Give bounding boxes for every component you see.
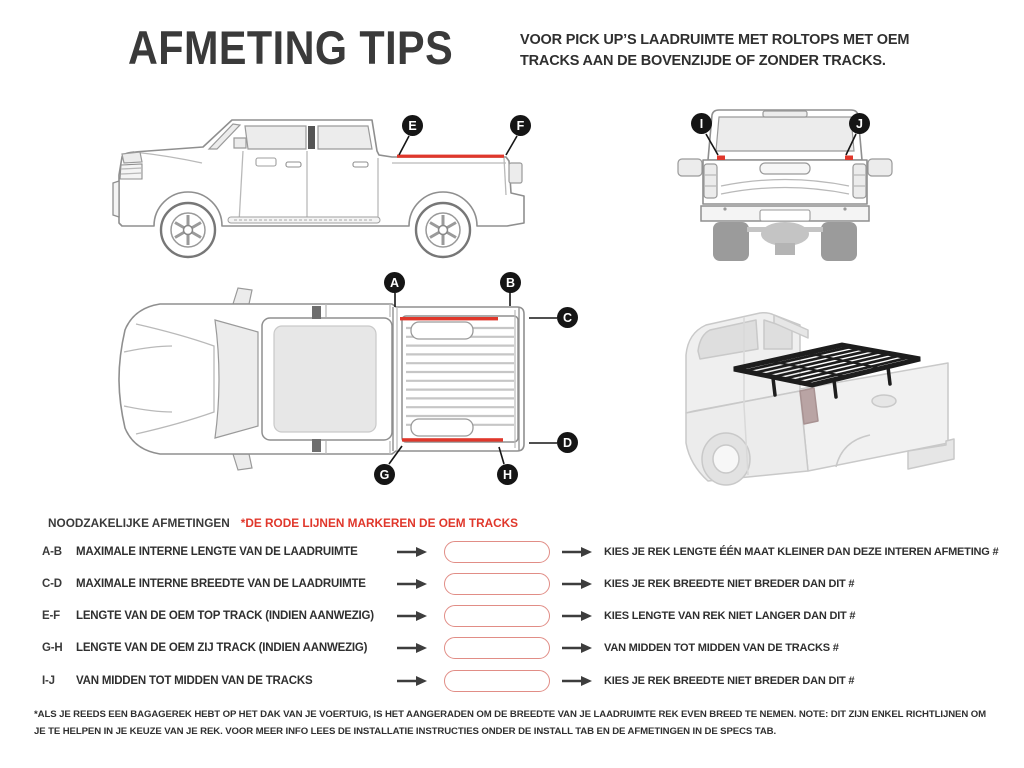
- marker-f: F: [510, 115, 531, 136]
- marker-j: J: [849, 113, 870, 134]
- arrow-right-icon: [562, 642, 592, 654]
- wheel-housing-top: [411, 322, 473, 339]
- arrow-right-icon: [397, 546, 427, 558]
- row-result: KIES JE REK BREEDTE NIET BREDER DAN DIT #: [604, 578, 855, 590]
- arrow-right-icon: [397, 675, 427, 687]
- arrow-right-icon: [397, 610, 427, 622]
- red-lines-note: *DE RODE LIJNEN MARKEREN DE OEM TRACKS: [240, 516, 519, 530]
- measurement-row-ij: [0, 670, 1024, 692]
- truck-rack-installed-illustration: [648, 293, 968, 488]
- arrow-right-icon: [562, 546, 592, 558]
- row-result: KIES JE REK BREEDTE NIET BREDER DAN DIT #: [604, 675, 855, 687]
- measurement-row-gh: [0, 637, 1024, 659]
- row-key: E-F: [42, 610, 60, 622]
- marker-g: G: [374, 464, 395, 485]
- oem-track-red-mark-right: [845, 156, 853, 161]
- measurement-input-ij[interactable]: [444, 670, 550, 692]
- right-taillight: [853, 164, 866, 198]
- left-taillight: [704, 164, 717, 198]
- row-description: LENGTE VAN DE OEM TOP TRACK (INDIEN AANWEZIG): [76, 610, 374, 622]
- oem-side-track-red-line-top: [400, 317, 498, 320]
- oem-top-track-red-line: [397, 155, 504, 158]
- marker-i: I: [691, 113, 712, 134]
- measurement-row-ab: [0, 541, 1024, 563]
- top-mirror: [233, 288, 252, 304]
- truck-top-view-illustration: [112, 280, 592, 492]
- subtitle-line-1: VOOR PICK UP’S LAADRUIMTE MET ROLTOPS MET OEM: [520, 32, 910, 48]
- oem-track-red-mark-left: [717, 156, 725, 161]
- footnote-line-2: JE TE HELPEN IN JE KEUZE VAN JE REK. VOOR MEER INFO LEES DE INSTALLATIE INSTRUCTIES ONDER DE INSTALL TAB EN DE AFMETINGEN IN DE SPECS TAB.: [34, 726, 777, 737]
- page-subtitle: [520, 30, 909, 72]
- marker-b: B: [500, 272, 521, 293]
- page-title: AFMETING TIPS: [128, 21, 454, 74]
- truck-side-view-illustration: [110, 105, 540, 265]
- measurements-heading-label: NOODZAKELIJKE AFMETINGEN: [48, 516, 230, 530]
- oem-side-track-red-line-bottom: [402, 438, 503, 441]
- bottom-mirror: [233, 454, 252, 470]
- row-description: LENGTE VAN DE OEM ZIJ TRACK (INDIEN AANWEZIG): [76, 642, 368, 654]
- row-result: KIES JE REK LENGTE ÉÉN MAAT KLEINER DAN DEZE INTEREN AFMETING #: [604, 546, 999, 558]
- footnote: [34, 706, 986, 740]
- left-mirror: [678, 159, 702, 176]
- measurement-row-cd: [0, 573, 1024, 595]
- wheel-housing-bottom: [411, 419, 473, 436]
- row-result: KIES LENGTE VAN REK NIET LANGER DAN DIT #: [604, 610, 856, 622]
- measurement-input-gh[interactable]: [444, 637, 550, 659]
- truck-top-view-svg: [112, 280, 592, 492]
- row-description: VAN MIDDEN TOT MIDDEN VAN DE TRACKS: [76, 675, 313, 687]
- rear-wheel: [416, 203, 470, 257]
- marker-a: A: [384, 272, 405, 293]
- subtitle-line-2: TRACKS AAN DE BOVENZIJDE OF ZONDER TRACKS.: [520, 53, 886, 69]
- marker-d: D: [557, 432, 578, 453]
- measurement-input-ab[interactable]: [444, 541, 550, 563]
- arrow-right-icon: [397, 578, 427, 590]
- truck-rack-installed-svg: [648, 293, 968, 488]
- marker-c: C: [557, 307, 578, 328]
- arrow-right-icon: [562, 578, 592, 590]
- marker-h: H: [497, 464, 518, 485]
- arrow-right-icon: [562, 675, 592, 687]
- measurement-input-cd[interactable]: [444, 573, 550, 595]
- right-mirror: [868, 159, 892, 176]
- row-result: VAN MIDDEN TOT MIDDEN VAN DE TRACKS #: [604, 642, 839, 654]
- row-description: MAXIMALE INTERNE LENGTE VAN DE LAADRUIMTE: [76, 546, 358, 558]
- taillight: [800, 388, 818, 424]
- row-key: A-B: [42, 546, 62, 558]
- footnote-line-1: *ALS JE REEDS EEN BAGAGEREK HEBT OP HET DAK VAN JE VOERTUIG, IS HET AANGERADEN OM DE BREEDTE VAN JE LAADRUIMTE REK EVEN BREED TE NEMEN. NOTE: DIT ZIJN ENKEL RICHTLIJNEN OM: [34, 709, 986, 720]
- marker-e: E: [402, 115, 423, 136]
- truck-side-view-svg: [110, 105, 540, 265]
- row-key: C-D: [42, 578, 62, 590]
- row-description: MAXIMALE INTERNE BREEDTE VAN DE LAADRUIMTE: [76, 578, 366, 590]
- measurement-row-ef: [0, 605, 1024, 627]
- measurements-heading: [48, 516, 518, 530]
- front-wheel: [161, 203, 215, 257]
- measurement-input-ef[interactable]: [444, 605, 550, 627]
- row-key: G-H: [42, 642, 63, 654]
- arrow-right-icon: [562, 610, 592, 622]
- arrow-right-icon: [397, 642, 427, 654]
- row-key: I-J: [42, 675, 55, 687]
